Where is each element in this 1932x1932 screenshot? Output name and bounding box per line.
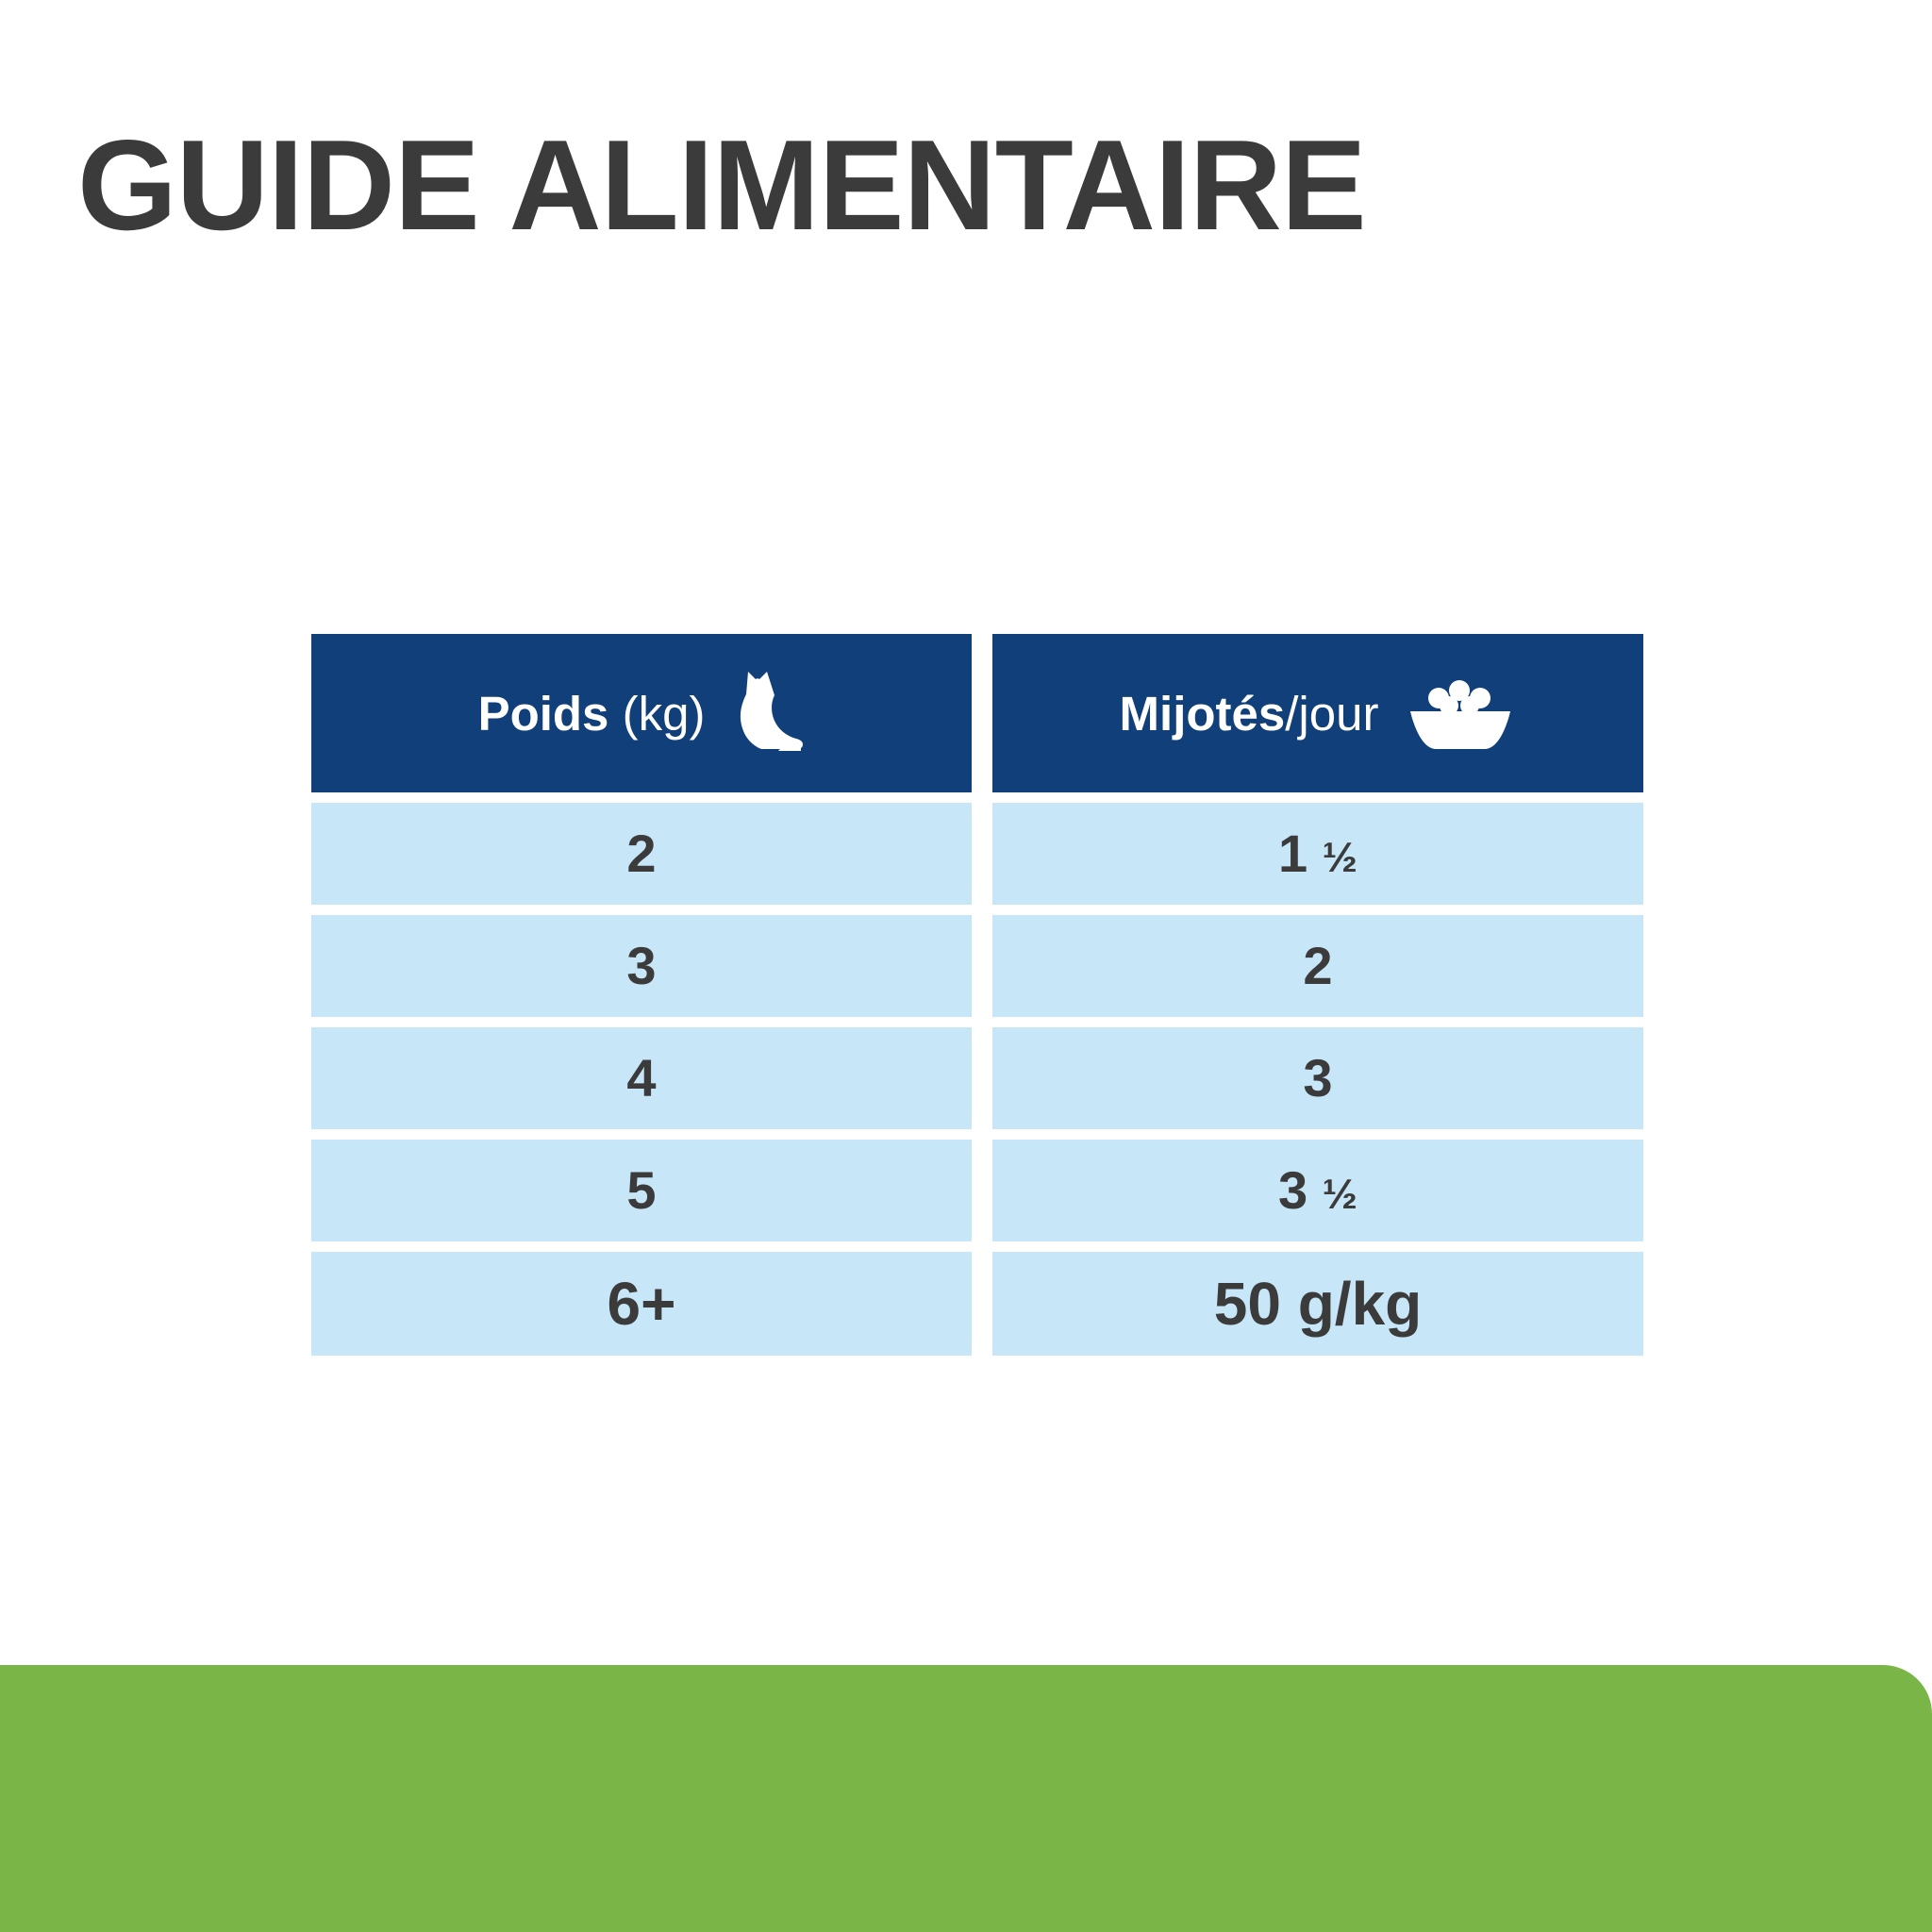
table-header-weight <box>311 634 972 792</box>
portion-value: 3 <box>1277 1160 1308 1220</box>
cell-weight <box>311 1252 972 1356</box>
food-bowl-icon <box>1405 674 1516 753</box>
table-header-row <box>311 634 1643 792</box>
portion-value: 1 <box>1277 824 1308 883</box>
cell-portion <box>992 1252 1643 1356</box>
portion-fraction: ½ <box>1322 834 1358 881</box>
portion-value: 3 <box>1303 1048 1333 1108</box>
cell-weight <box>311 1140 972 1241</box>
cat-icon <box>731 670 805 757</box>
table-row <box>311 1027 1643 1129</box>
table-row <box>311 1140 1643 1241</box>
table-header-portion <box>992 634 1643 792</box>
portion-fraction: ½ <box>1322 1171 1358 1218</box>
weight-value: 3 <box>626 936 657 995</box>
weight-value: 2 <box>626 824 657 883</box>
header-portion-label: Mijotés <box>1119 686 1286 741</box>
feeding-guide-table <box>311 634 1643 1356</box>
portion-value: 50 g/kg <box>1213 1270 1423 1338</box>
table-row <box>311 803 1643 905</box>
header-weight-unit: (kg) <box>622 686 706 741</box>
weight-value: 6+ <box>607 1270 676 1338</box>
weight-value: 5 <box>626 1160 657 1220</box>
header-portion-unit: /jour <box>1285 686 1379 741</box>
bottom-color-band <box>0 1665 1932 1932</box>
cell-weight <box>311 803 972 905</box>
cell-portion <box>992 1140 1643 1241</box>
cell-portion <box>992 1027 1643 1129</box>
cell-portion <box>992 915 1643 1017</box>
table-row <box>311 915 1643 1017</box>
page-title: GUIDE ALIMENTAIRE <box>77 113 1366 257</box>
cell-weight <box>311 1027 972 1129</box>
portion-value: 2 <box>1303 936 1333 995</box>
header-weight-label: Poids <box>477 686 609 741</box>
cell-portion <box>992 803 1643 905</box>
weight-value: 4 <box>626 1048 657 1108</box>
cell-weight <box>311 915 972 1017</box>
table-row <box>311 1252 1643 1356</box>
